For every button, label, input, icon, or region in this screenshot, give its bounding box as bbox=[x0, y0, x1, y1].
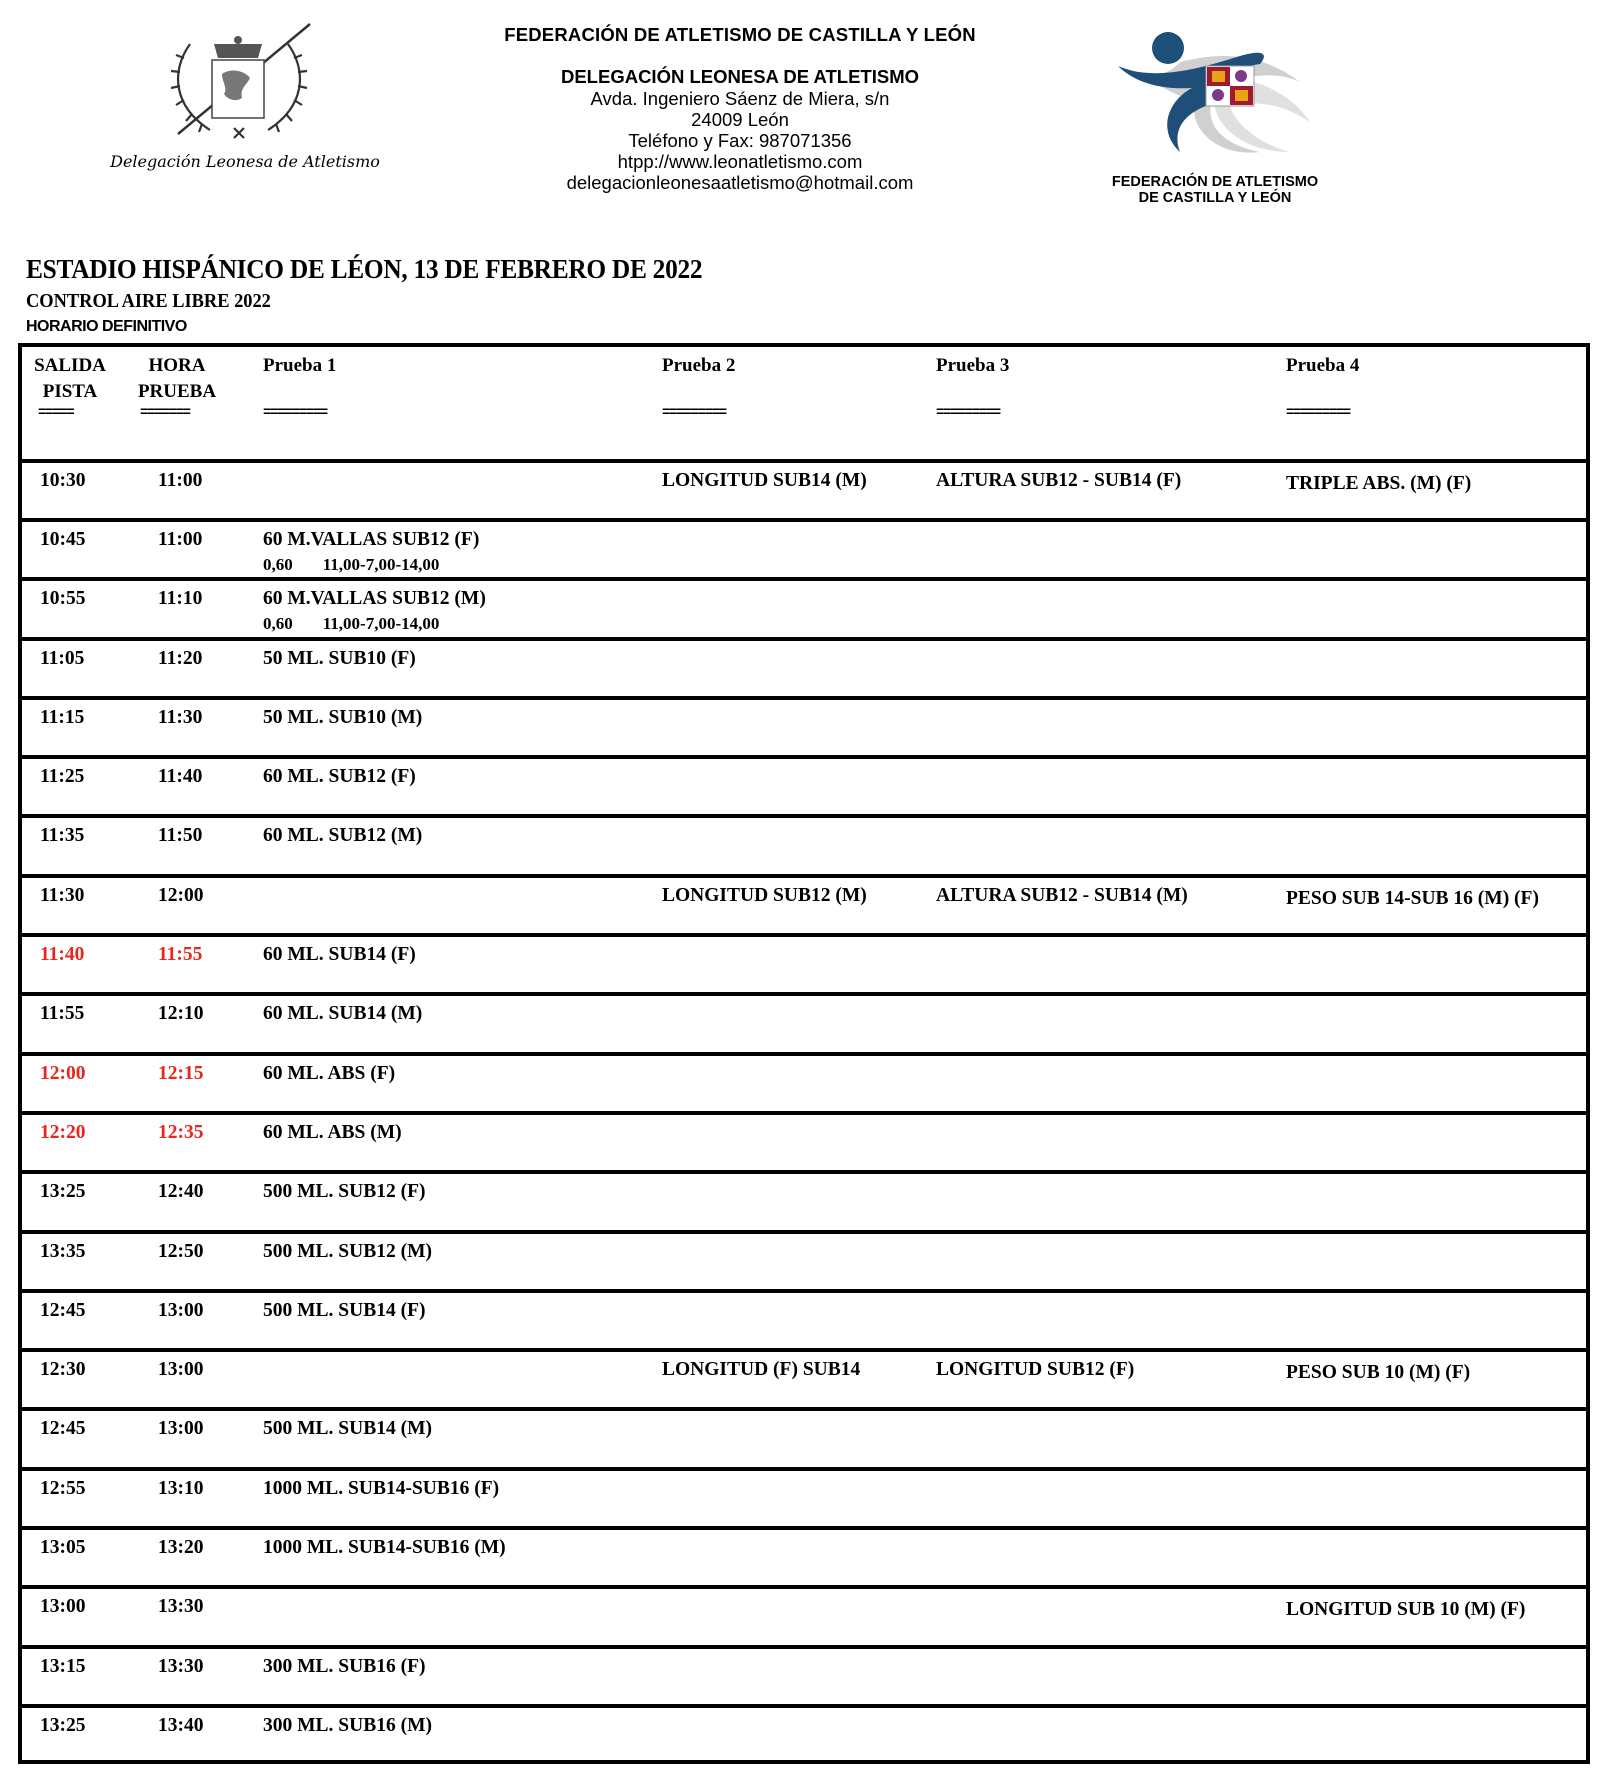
prueba1-event: 500 ML. SUB12 (F) bbox=[263, 1181, 426, 1203]
hurdle-specs bbox=[263, 555, 439, 575]
table-row bbox=[22, 1289, 1586, 1348]
table-row bbox=[22, 696, 1586, 755]
delegation-coat-of-arms-logo bbox=[160, 22, 320, 142]
prueba1-event: 500 ML. SUB14 (F) bbox=[263, 1299, 426, 1321]
table-row bbox=[22, 814, 1586, 873]
salida-pista-time: 10:30 bbox=[40, 470, 86, 491]
prueba1-event: 60 ML. SUB12 (M) bbox=[263, 825, 423, 847]
salida-pista-time: 12:30 bbox=[40, 1359, 86, 1381]
hurdle-height: 0,60 bbox=[263, 614, 293, 634]
prueba3-event: ALTURA SUB12 - SUB14 (F) bbox=[936, 470, 1182, 491]
table-row bbox=[22, 1407, 1586, 1466]
phone-fax: Teléfono y Fax: 987071356 bbox=[628, 130, 852, 151]
table-row bbox=[22, 1526, 1586, 1585]
hora-prueba-time: 13:00 bbox=[158, 1299, 204, 1321]
salida-pista-time: 10:55 bbox=[40, 588, 86, 610]
table-row bbox=[22, 1348, 1586, 1407]
header-prueba2: Prueba 2 bbox=[662, 355, 736, 376]
prueba1-event: 60 ML. SUB14 (M) bbox=[263, 1003, 423, 1025]
schedule-label: HORARIO DEFINITIVO bbox=[26, 318, 187, 335]
header-salida-label: SALIDA bbox=[34, 355, 106, 376]
table-row bbox=[22, 755, 1586, 814]
prueba4-event: TRIPLE ABS. (M) (F) bbox=[1286, 473, 1472, 494]
header-separator-salida: ===== bbox=[38, 405, 74, 421]
hora-prueba-time: 13:10 bbox=[158, 1477, 204, 1499]
table-row bbox=[22, 1704, 1586, 1760]
schedule-table bbox=[18, 343, 1590, 1764]
salida-pista-time: 13:35 bbox=[40, 1240, 86, 1262]
hora-prueba-time: 13:30 bbox=[158, 1596, 204, 1618]
postal-city: 24009 León bbox=[691, 109, 789, 130]
prueba1-event: 60 ML. ABS (F) bbox=[263, 1062, 396, 1084]
header-separator-hora: ======= bbox=[140, 405, 190, 421]
organization-contact-block bbox=[420, 24, 1060, 193]
hurdle-distances: 11,00-7,00-14,00 bbox=[322, 555, 440, 575]
hora-prueba-time: 13:00 bbox=[158, 1359, 204, 1381]
hora-prueba-time: 12:15 bbox=[158, 1062, 204, 1084]
prueba4-event: LONGITUD SUB 10 (M) (F) bbox=[1286, 1599, 1526, 1621]
header-hora-prueba bbox=[132, 353, 222, 405]
hora-prueba-time: 12:40 bbox=[158, 1181, 204, 1203]
table-row bbox=[22, 1170, 1586, 1229]
delegation-logo-caption: Delegación Leonesa de Atletismo bbox=[110, 152, 380, 171]
salida-pista-time: 12:45 bbox=[40, 1299, 86, 1321]
hora-prueba-time: 12:35 bbox=[158, 1121, 204, 1143]
salida-pista-time: 11:25 bbox=[40, 766, 85, 788]
salida-pista-time: 13:00 bbox=[40, 1596, 86, 1618]
prueba2-event: LONGITUD SUB14 (M) bbox=[662, 470, 867, 491]
hora-prueba-time: 11:50 bbox=[158, 825, 203, 847]
hora-prueba-time: 11:10 bbox=[158, 588, 203, 610]
website-link[interactable]: htpp://www.leonatletismo.com bbox=[617, 151, 863, 172]
header-separator-prueba1: ========= bbox=[263, 405, 327, 421]
document-subtitle: CONTROL AIRE LIBRE 2022 bbox=[26, 290, 271, 312]
prueba1-event: 60 M.VALLAS SUB12 (F) bbox=[263, 529, 480, 551]
federation-logo-caption bbox=[1070, 174, 1360, 206]
header-separator-prueba4: ========= bbox=[1286, 405, 1350, 421]
table-row bbox=[22, 933, 1586, 992]
prueba1-event: 300 ML. SUB16 (M) bbox=[263, 1714, 432, 1736]
hora-prueba-time: 13:40 bbox=[158, 1714, 204, 1736]
prueba2-event: LONGITUD SUB12 (M) bbox=[662, 884, 867, 906]
table-row bbox=[22, 874, 1586, 933]
hurdle-height: 0,60 bbox=[263, 555, 293, 575]
federation-runner-logo bbox=[1110, 22, 1330, 162]
salida-pista-time: 11:05 bbox=[40, 647, 85, 669]
hora-prueba-time: 11:40 bbox=[158, 766, 203, 788]
salida-pista-time: 11:40 bbox=[40, 944, 85, 966]
email-link[interactable]: delegacionleonesaatletismo@hotmail.com bbox=[566, 172, 914, 193]
salida-pista-time: 12:55 bbox=[40, 1477, 86, 1499]
table-row bbox=[22, 518, 1586, 577]
header-separator-prueba2: ========= bbox=[662, 405, 726, 421]
federation-logo-caption-line2: DE CASTILLA Y LEÓN bbox=[1138, 190, 1292, 206]
hora-prueba-time: 12:50 bbox=[158, 1240, 204, 1262]
salida-pista-time: 10:45 bbox=[40, 529, 86, 551]
hurdle-distances: 11,00-7,00-14,00 bbox=[322, 614, 440, 634]
prueba1-event: 50 ML. SUB10 (M) bbox=[263, 706, 423, 728]
prueba1-event: 60 ML. ABS (M) bbox=[263, 1121, 402, 1143]
prueba1-event: 1000 ML. SUB14-SUB16 (M) bbox=[263, 1537, 506, 1559]
table-row bbox=[22, 1467, 1586, 1526]
hora-prueba-time: 11:55 bbox=[158, 944, 203, 966]
federation-logo-caption-line1: FEDERACIÓN DE ATLETISMO bbox=[1111, 174, 1319, 190]
salida-pista-time: 12:00 bbox=[40, 1062, 86, 1084]
hurdle-specs bbox=[263, 614, 439, 634]
salida-pista-time: 11:30 bbox=[40, 884, 85, 906]
header-hora-label: HORA bbox=[148, 355, 206, 376]
header-prueba-label: PRUEBA bbox=[137, 381, 217, 402]
hora-prueba-time: 11:00 bbox=[158, 470, 203, 491]
hora-prueba-time: 12:00 bbox=[158, 884, 204, 906]
header-prueba3: Prueba 3 bbox=[936, 355, 1010, 376]
header-pista-label: PISTA bbox=[42, 381, 98, 402]
federation-name: FEDERACIÓN DE ATLETISMO DE CASTILLA Y LEÓN bbox=[504, 24, 976, 45]
salida-pista-time: 11:15 bbox=[40, 706, 85, 728]
prueba1-event: 500 ML. SUB14 (M) bbox=[263, 1418, 432, 1440]
salida-pista-time: 13:05 bbox=[40, 1537, 86, 1559]
document-title: ESTADIO HISPÁNICO DE LÉON, 13 DE FEBRERO DE 2022 bbox=[26, 254, 703, 284]
address: Avda. Ingeniero Sáenz de Miera, s/n bbox=[590, 88, 890, 109]
prueba3-event: ALTURA SUB12 - SUB14 (M) bbox=[936, 884, 1188, 906]
header-salida-pista bbox=[30, 353, 110, 405]
header-prueba4: Prueba 4 bbox=[1286, 355, 1360, 376]
table-row bbox=[22, 459, 1586, 518]
hora-prueba-time: 12:10 bbox=[158, 1003, 204, 1025]
table-row bbox=[22, 1052, 1586, 1111]
prueba4-event: PESO SUB 14-SUB 16 (M) (F) bbox=[1286, 887, 1539, 909]
prueba1-event: 50 ML. SUB10 (F) bbox=[263, 647, 416, 669]
hora-prueba-time: 11:20 bbox=[158, 647, 203, 669]
hora-prueba-time: 11:30 bbox=[158, 706, 203, 728]
salida-pista-time: 12:45 bbox=[40, 1418, 86, 1440]
prueba1-event: 1000 ML. SUB14-SUB16 (F) bbox=[263, 1477, 500, 1499]
prueba2-event: LONGITUD (F) SUB14 bbox=[662, 1359, 861, 1381]
table-row bbox=[22, 992, 1586, 1051]
prueba1-event: 500 ML. SUB12 (M) bbox=[263, 1240, 432, 1262]
delegation-name: DELEGACIÓN LEONESA DE ATLETISMO bbox=[560, 66, 920, 87]
letterhead bbox=[0, 0, 1612, 220]
hora-prueba-time: 11:00 bbox=[158, 529, 203, 551]
prueba1-event: 60 ML. SUB12 (F) bbox=[263, 766, 416, 788]
prueba1-event: 60 ML. SUB14 (F) bbox=[263, 944, 416, 966]
hora-prueba-time: 13:00 bbox=[158, 1418, 204, 1440]
table-row bbox=[22, 1230, 1586, 1289]
salida-pista-time: 11:35 bbox=[40, 825, 85, 847]
prueba1-event: 60 M.VALLAS SUB12 (M) bbox=[263, 588, 486, 610]
salida-pista-time: 13:25 bbox=[40, 1714, 86, 1736]
table-row bbox=[22, 1111, 1586, 1170]
salida-pista-time: 13:15 bbox=[40, 1655, 86, 1677]
header-prueba1: Prueba 1 bbox=[263, 355, 337, 376]
header-separator-prueba3: ========= bbox=[936, 405, 1000, 421]
hora-prueba-time: 13:20 bbox=[158, 1537, 204, 1559]
salida-pista-time: 13:25 bbox=[40, 1181, 86, 1203]
table-header-row bbox=[22, 347, 1586, 459]
prueba4-event: PESO SUB 10 (M) (F) bbox=[1286, 1362, 1471, 1384]
table-row bbox=[22, 637, 1586, 696]
prueba1-event: 300 ML. SUB16 (F) bbox=[263, 1655, 426, 1677]
salida-pista-time: 11:55 bbox=[40, 1003, 85, 1025]
table-row bbox=[22, 577, 1586, 636]
prueba3-event: LONGITUD SUB12 (F) bbox=[936, 1359, 1135, 1381]
table-row bbox=[22, 1585, 1586, 1644]
salida-pista-time: 12:20 bbox=[40, 1121, 86, 1143]
hora-prueba-time: 13:30 bbox=[158, 1655, 204, 1677]
table-row bbox=[22, 1645, 1586, 1704]
